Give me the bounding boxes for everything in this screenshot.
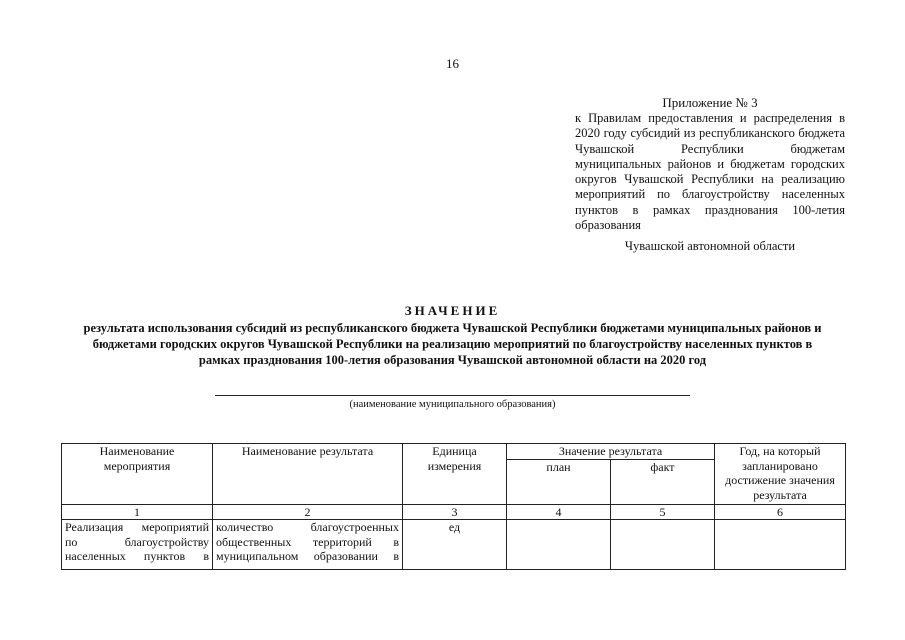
- column-number: 5: [611, 504, 715, 520]
- appendix-title: Приложение № 3: [662, 95, 758, 110]
- table-header-row: [62, 444, 846, 460]
- page-number: 16: [446, 56, 459, 71]
- cell-plan[interactable]: [507, 520, 611, 570]
- column-number: 2: [213, 504, 403, 520]
- appendix-last-line: Чувашской автономной области: [624, 239, 796, 253]
- cell-event: Реализация мероприятий по благоустройству населенных пунктов в: [62, 520, 213, 570]
- header-fact: факт: [611, 459, 715, 504]
- header-unit: Единица измерения: [403, 444, 507, 505]
- column-number: 4: [507, 504, 611, 520]
- header-year: Год, на который запланировано достижение значения результата: [715, 444, 846, 505]
- document-heading: ЗНАЧЕНИЕ: [404, 303, 501, 318]
- column-number: 1: [62, 504, 213, 520]
- header-event: Наименование мероприятия: [62, 444, 213, 505]
- result-table: [61, 443, 846, 570]
- header-plan: план: [507, 459, 611, 504]
- document-subheading: результата использования субсидий из республиканского бюджета Чувашской Республики бюджетами муниципальных районов и бюджетами городских округов Чувашской Республики на реализацию мероприятий по благоустройству населенных пунктов в рамках празднования 100-летия образования Чувашской автономной области на 2020 год: [83, 321, 822, 367]
- column-number: 6: [715, 504, 846, 520]
- header-value: Значение результата: [507, 444, 715, 460]
- municipality-name-caption: (наименование муниципального образования): [349, 399, 556, 410]
- table-number-row: [62, 504, 846, 520]
- cell-year[interactable]: [715, 520, 846, 570]
- header-result: Наименование результата: [213, 444, 403, 505]
- column-number: 3: [403, 504, 507, 520]
- table-row: [62, 520, 846, 570]
- cell-fact[interactable]: [611, 520, 715, 570]
- appendix-text: к Правилам предоставления и распределения в 2020 году субсидий из республиканского бюджета Чувашской Республики бюджетам муниципальных районов и бюджетам городских округов Чувашской Республики на реализацию мероприятий по благоустройству населенных пунктов в рамках празднования 100-летия образования: [575, 111, 845, 233]
- municipality-name-line: [215, 395, 690, 396]
- cell-result: количество благоустроенных общественных территорий в муниципальном образовании в: [213, 520, 403, 570]
- cell-unit: ед: [403, 520, 507, 570]
